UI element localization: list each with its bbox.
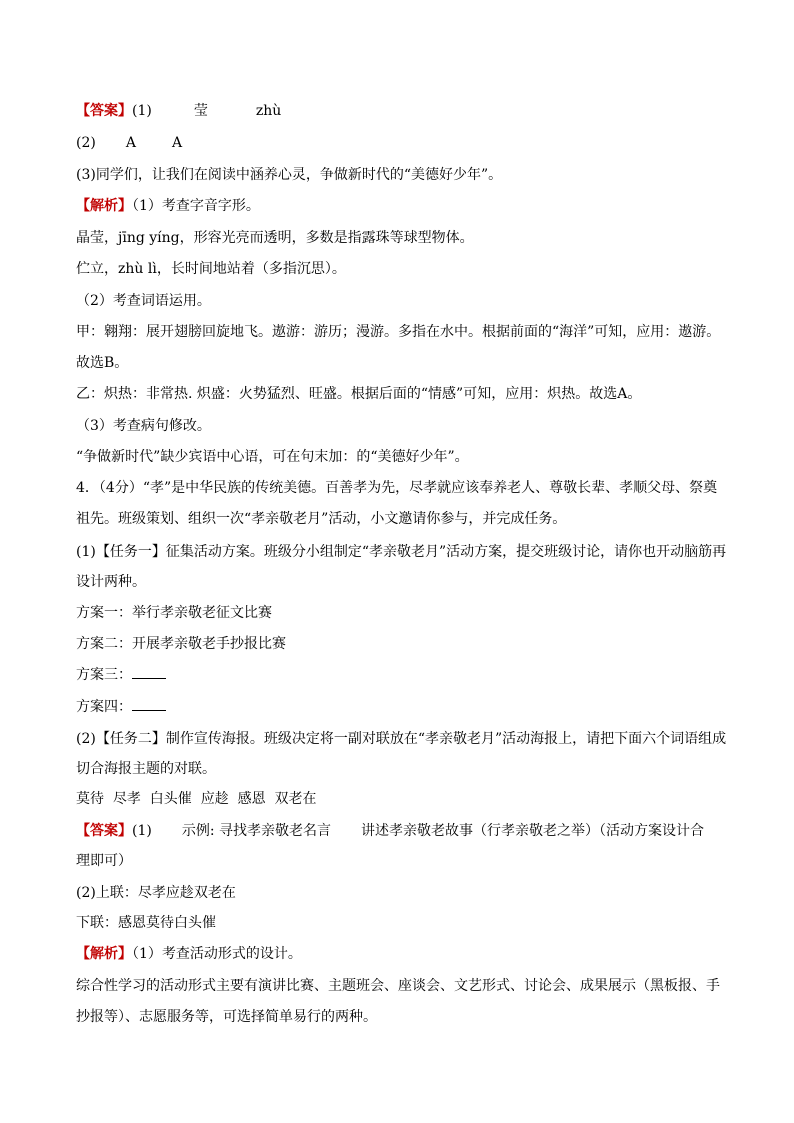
analysis-line: 乙：炽热：非常热. 炽盛：火势猛烈、旺盛。根据后面的“情感”可知，应用：炽热。故选A。 [76,386,642,402]
answer-blank [132,697,166,711]
task-2: (2)【任务二】制作宣传海报。班级决定将一副对联放在“孝亲敬老月”活动海报上，请把下面六个词语组成 [76,731,727,747]
answer-1: 【答案】(1) 莹 zhù [76,103,282,119]
document-page [76,0,726,1123]
analysis-line: 抄报等）、志愿服务等，可选择简单易行的两种。 [76,1009,377,1025]
analysis-line: 故选B。 [76,355,129,371]
answer-3: (3)同学们，让我们在阅读中涵养心灵，争做新时代的“美德好少年”。 [76,167,503,183]
question-4: 4．（4分）“孝”是中华民族的传统美德。百善孝为先，尽孝就应该奉养老人、尊敬长辈、孝顺父母、祭奠 [76,480,718,496]
answer-b1: 【答案】(1) 示例: 寻找孝亲敬老名言 讲述孝亲敬老故事（行孝亲敬老之举）（活动方案设计合 [76,823,705,839]
analysis-tag: 【解析】 [76,946,132,962]
task-1: (1)【任务一】征集活动方案。班级分小组制定“孝亲敬老月”活动方案，提交班级讨论，请你也开动脑筋再 [76,544,727,560]
answer-b1-cont: 理即可） [76,853,132,869]
analysis-k1: 【解析】（1）考查活动形式的设计。 [76,946,302,962]
plan-4: 方案四： [76,697,166,717]
answer-tag: 【答案】 [76,103,132,119]
answer-b3: 下联：感恩莫待白头催 [76,915,216,931]
task-1-cont: 设计两种。 [76,574,146,590]
analysis-tag: 【解析】 [76,198,132,214]
analysis-line: 晶莹，jīng yíng，形容光亮而透明，多数是指露珠等球型物体。 [76,230,474,246]
analysis-1: 【解析】（1）考查字音字形。 [76,198,260,214]
word-list: 莫待 尽孝 白头催 应趁 感恩 双老在 [76,791,317,807]
plan-3: 方案三： [76,665,166,685]
answer-b2: (2)上联：尽孝应趁双老在 [76,885,236,901]
analysis-line: 甲：翱翔：展开翅膀回旋地飞。遨游：游历；漫游。多指在水中。根据前面的“海洋”可知，应用：遨游。 [76,324,721,340]
analysis-line: （2）考查词语运用。 [76,293,211,309]
analysis-line: “争做新时代”缺少宾语中心语，可在句末加：的“美德好少年”。 [76,449,469,465]
analysis-line: （3）考查病句修改。 [76,418,211,434]
plan-1: 方案一：举行孝亲敬老征文比赛 [76,605,272,621]
answer-blank [132,665,166,679]
question-4-cont: 祖先。班级策划、组织一次“孝亲敬老月”活动，小文邀请你参与，并完成任务。 [76,511,567,527]
task-2-cont: 切合海报主题的对联。 [76,761,216,777]
answer-2: (2) A A [76,135,183,151]
analysis-line: 伫立，zhù lì，长时间地站着（多指沉思）。 [76,261,346,277]
answer-tag: 【答案】 [76,823,132,839]
analysis-line: 综合性学习的活动形式主要有演讲比赛、主题班会、座谈会、文艺形式、讨论会、成果展示（黑板报、手 [76,978,720,994]
plan-2: 方案二：开展孝亲敬老手抄报比赛 [76,636,286,652]
